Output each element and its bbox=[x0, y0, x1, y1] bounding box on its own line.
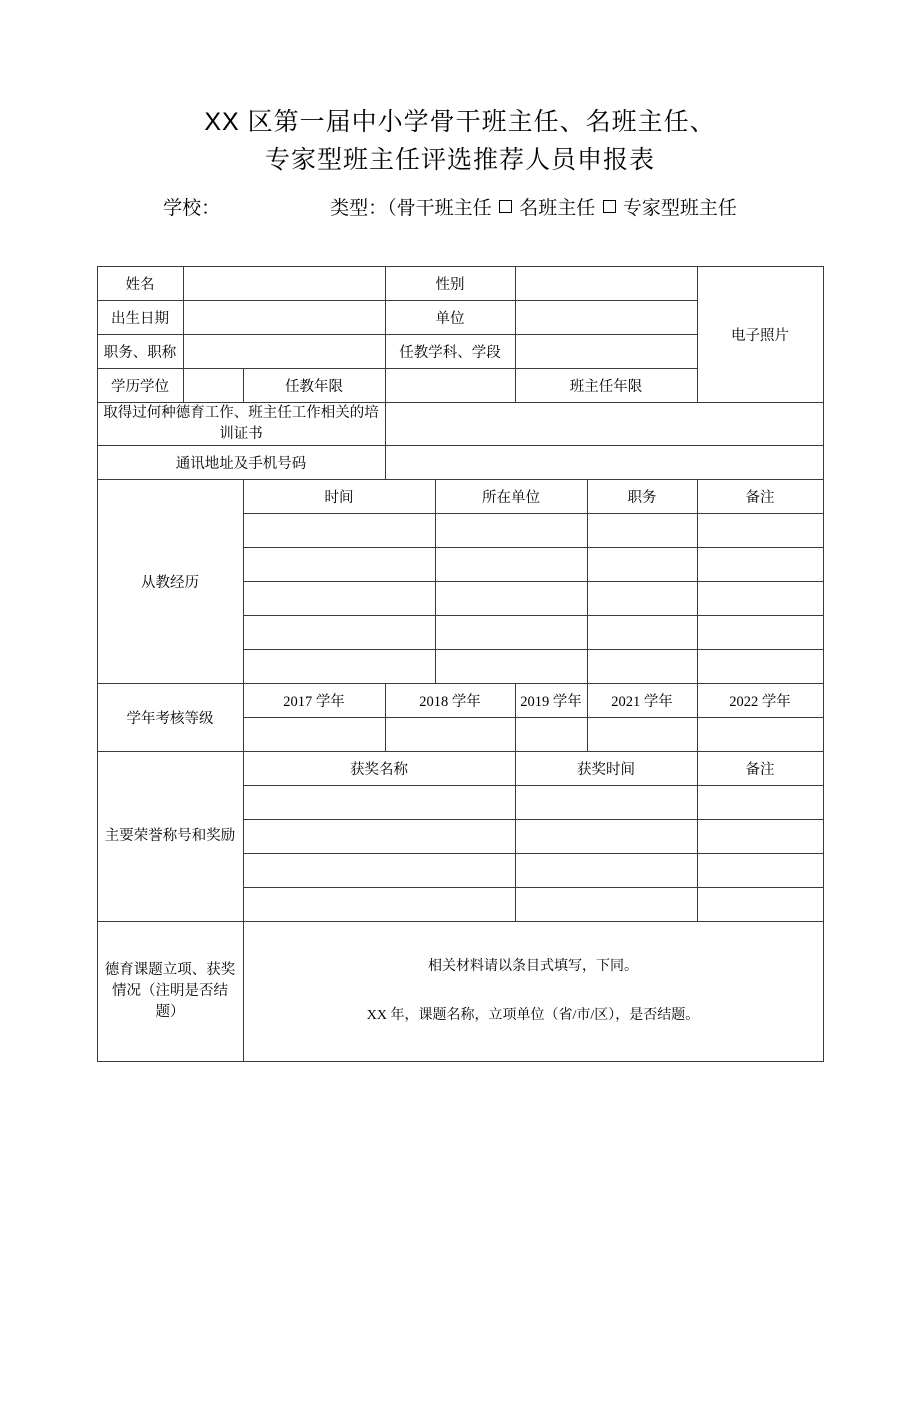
table-row bbox=[97, 752, 823, 786]
project-notes[interactable] bbox=[243, 922, 823, 1062]
checkbox-icon[interactable] bbox=[603, 200, 616, 213]
experience-cell-position[interactable] bbox=[587, 650, 697, 684]
honor-cell-time[interactable] bbox=[515, 888, 697, 922]
school-label: 学校： bbox=[163, 198, 221, 219]
appraisal-value-2[interactable] bbox=[385, 718, 515, 752]
name-value[interactable] bbox=[183, 267, 385, 301]
headteacher-years-label: 班主任年限 bbox=[515, 369, 697, 403]
experience-cell-time[interactable] bbox=[243, 514, 435, 548]
table-row bbox=[97, 267, 823, 301]
experience-header-remark: 备注 bbox=[697, 480, 823, 514]
position-label: 职务、职称 bbox=[97, 335, 183, 369]
honor-header-time: 获奖时间 bbox=[515, 752, 697, 786]
experience-cell-remark[interactable] bbox=[697, 514, 823, 548]
project-label: 德育课题立项、获奖情况（注明是否结题） bbox=[97, 922, 243, 1062]
appraisal-year-5: 2022 学年 bbox=[697, 684, 823, 718]
appraisal-year-2: 2018 学年 bbox=[385, 684, 515, 718]
birth-label: 出生日期 bbox=[97, 301, 183, 335]
experience-cell-unit[interactable] bbox=[435, 548, 587, 582]
position-value[interactable] bbox=[183, 335, 385, 369]
type-label: 类型：（骨干班主任 bbox=[330, 198, 492, 219]
appraisal-year-1: 2017 学年 bbox=[243, 684, 385, 718]
honor-cell-remark[interactable] bbox=[697, 854, 823, 888]
education-value[interactable] bbox=[183, 369, 243, 403]
table-row bbox=[97, 922, 823, 1062]
experience-header-unit: 所在单位 bbox=[435, 480, 587, 514]
experience-cell-position[interactable] bbox=[587, 616, 697, 650]
appraisal-year-3: 2019 学年 bbox=[515, 684, 587, 718]
honor-header-name: 获奖名称 bbox=[243, 752, 515, 786]
type-label-group bbox=[330, 193, 737, 220]
appraisal-value-3[interactable] bbox=[515, 718, 587, 752]
document-title bbox=[0, 104, 920, 179]
type-option-2: 名班主任 bbox=[519, 198, 596, 219]
unit-label: 单位 bbox=[385, 301, 515, 335]
photo-label: 电子照片 bbox=[697, 267, 823, 403]
subject-label: 任教学科、学段 bbox=[385, 335, 515, 369]
experience-cell-remark[interactable] bbox=[697, 650, 823, 684]
experience-cell-remark[interactable] bbox=[697, 548, 823, 582]
table-row bbox=[97, 480, 823, 514]
experience-cell-unit[interactable] bbox=[435, 650, 587, 684]
cert-label: 取得过何种德育工作、班主任工作相关的培训证书 bbox=[97, 403, 385, 446]
honor-cell-name[interactable] bbox=[243, 888, 515, 922]
project-note-2: XX 年，课题名称，立项单位（省/市/区），是否结题。 bbox=[366, 1007, 700, 1023]
experience-cell-unit[interactable] bbox=[435, 582, 587, 616]
honor-cell-name[interactable] bbox=[243, 854, 515, 888]
checkbox-icon[interactable] bbox=[499, 200, 512, 213]
teach-years-value[interactable] bbox=[385, 369, 515, 403]
title-line-2: 专家型班主任评选推荐人员申报表 bbox=[264, 145, 655, 174]
experience-cell-unit[interactable] bbox=[435, 616, 587, 650]
appraisal-label: 学年考核等级 bbox=[97, 684, 243, 752]
experience-label: 从教经历 bbox=[97, 480, 243, 684]
honor-label: 主要荣誉称号和奖励 bbox=[97, 752, 243, 922]
experience-cell-time[interactable] bbox=[243, 548, 435, 582]
appraisal-value-1[interactable] bbox=[243, 718, 385, 752]
experience-cell-position[interactable] bbox=[587, 548, 697, 582]
application-form-table bbox=[97, 266, 824, 1062]
name-label: 姓名 bbox=[97, 267, 183, 301]
experience-cell-position[interactable] bbox=[587, 582, 697, 616]
experience-cell-time[interactable] bbox=[243, 616, 435, 650]
experience-header-position: 职务 bbox=[587, 480, 697, 514]
teach-years-label: 任教年限 bbox=[243, 369, 385, 403]
appraisal-value-5[interactable] bbox=[697, 718, 823, 752]
gender-value[interactable] bbox=[515, 267, 697, 301]
appraisal-value-4[interactable] bbox=[587, 718, 697, 752]
unit-value[interactable] bbox=[515, 301, 697, 335]
honor-cell-remark[interactable] bbox=[697, 888, 823, 922]
honor-cell-name[interactable] bbox=[243, 820, 515, 854]
honor-cell-remark[interactable] bbox=[697, 786, 823, 820]
honor-cell-name[interactable] bbox=[243, 786, 515, 820]
honor-cell-remark[interactable] bbox=[697, 820, 823, 854]
appraisal-year-4: 2021 学年 bbox=[587, 684, 697, 718]
education-label: 学历学位 bbox=[97, 369, 183, 403]
table-row bbox=[97, 446, 823, 480]
title-line-1: XX 区第一届中小学骨干班主任、名班主任、 bbox=[204, 108, 716, 136]
contact-value[interactable] bbox=[385, 446, 823, 480]
birth-value[interactable] bbox=[183, 301, 385, 335]
experience-cell-unit[interactable] bbox=[435, 514, 587, 548]
experience-cell-time[interactable] bbox=[243, 650, 435, 684]
honor-cell-time[interactable] bbox=[515, 820, 697, 854]
subject-value[interactable] bbox=[515, 335, 697, 369]
project-note-1: 相关材料请以条目式填写，下同。 bbox=[428, 958, 638, 974]
experience-cell-time[interactable] bbox=[243, 582, 435, 616]
table-row bbox=[97, 684, 823, 718]
contact-label: 通讯地址及手机号码 bbox=[97, 446, 385, 480]
cert-value[interactable] bbox=[385, 403, 823, 446]
honor-cell-time[interactable] bbox=[515, 786, 697, 820]
subtitle-row bbox=[0, 193, 920, 220]
experience-cell-position[interactable] bbox=[587, 514, 697, 548]
document-page bbox=[0, 104, 920, 1405]
gender-label: 性别 bbox=[385, 267, 515, 301]
type-option-3: 专家型班主任 bbox=[622, 198, 737, 219]
table-row bbox=[97, 403, 823, 446]
experience-cell-remark[interactable] bbox=[697, 616, 823, 650]
experience-header-time: 时间 bbox=[243, 480, 435, 514]
honor-cell-time[interactable] bbox=[515, 854, 697, 888]
honor-header-remark: 备注 bbox=[697, 752, 823, 786]
experience-cell-remark[interactable] bbox=[697, 582, 823, 616]
